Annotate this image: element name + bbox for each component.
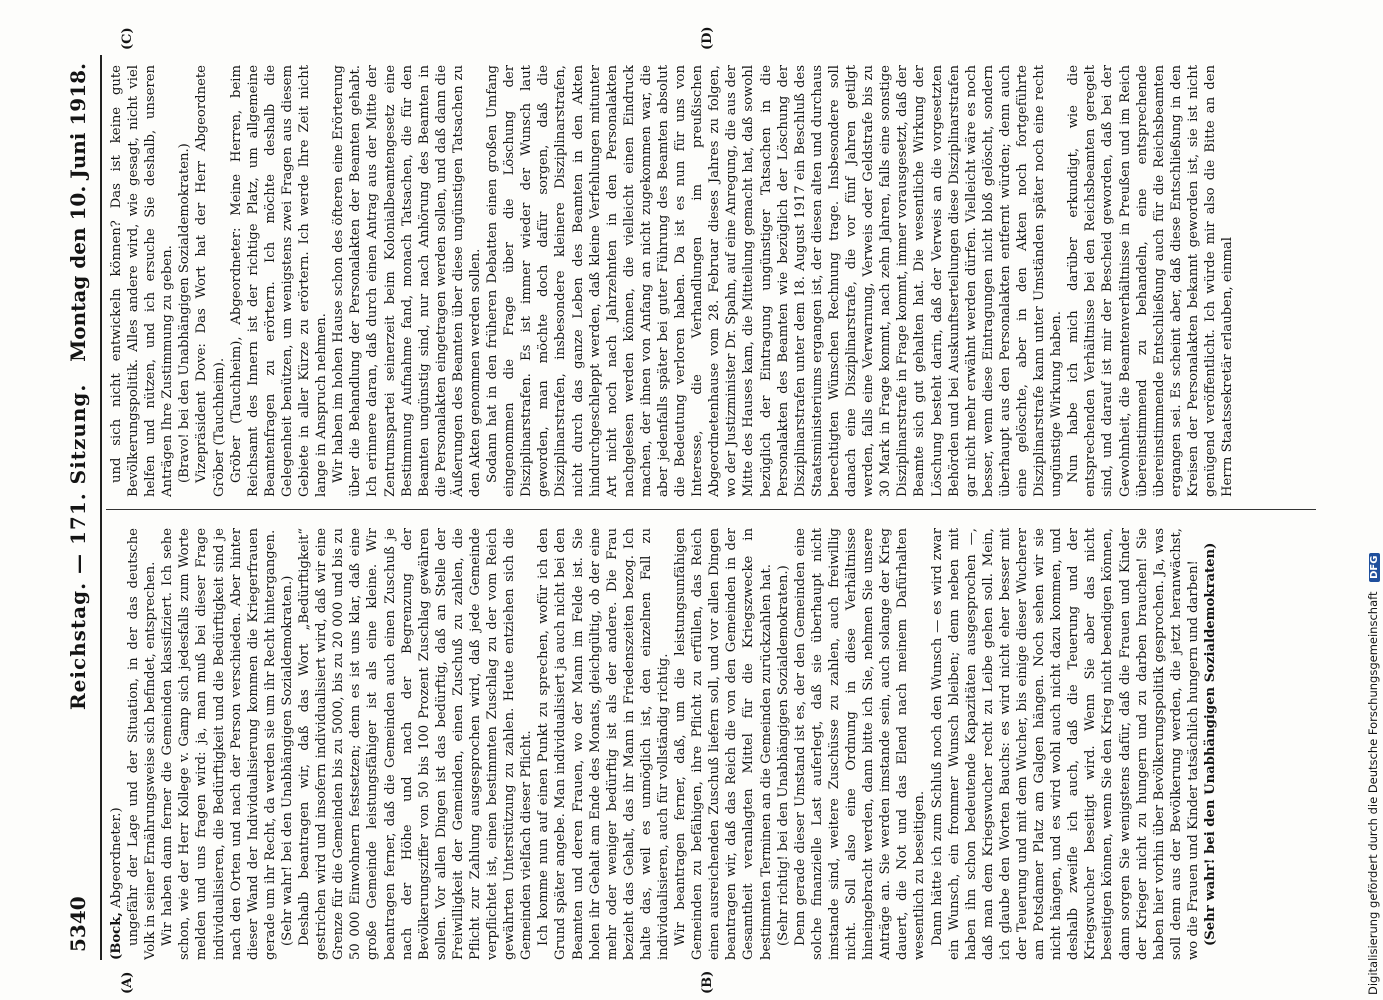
right-paragraph: und sich nicht entwickeln können? Das ist keine gute Bevölkerungspolitik. Alles andere wird, wie gesagt, nicht viel helfen und nützen, und ich ersuche Sie deshalb, unseren Anträgen Ihre Zustimmung zu geben. [109,65,176,497]
left-column [108,528,1318,960]
right-paragraph: Sodann hat in den früheren Debatten einen großen Umfang eingenommen die Frage über die Löschung der Disziplinarstrafen. Es ist immer wieder der Wunsch laut geworden, man möchte doch dafür sorgen, daß die Disziplinarstrafen, insbesondere kleinere Disziplinarstrafen, nicht durch das ganze Leben des Beamten in den Akten hindurchgeschleppt werden, daß kleine Verfehlungen mitunter Art nicht noch nach Jahrzehnten in den Personalakten nachgelesen werden können, die vielleicht einen Eindruck machen, der ihnen von Anfang an nicht zugekommen war, die aber jedenfalls später bei guter Führung des Beamten absolut die Bedeutung verloren haben. Da ist es nun für uns von Interesse, die Verhandlungen im preußischen Abgeordnetenhause vom 28. Februar dieses Jahres zu folgen, wo der Justizminister Dr. Spahn, auf eine Anregung, die aus der Mitte des Hauses kam, die Mitteilung gemacht hat, daß sowohl bezüglich der Eintragung ungünstiger Tatsachen in die Personalakten des Beamten wie bezüglich der Löschung der Disziplinarstrafen unter dem 18. August 1917 ein Beschluß des Staatsministeriums ergangen ist, der diesen alten und durchaus berechtigten Wünschen Rechnung trage. Insbesondere soll danach eine Disziplinarstrafe, die vor fünf Jahren getilgt werden, falls eine Verwarnung, Verweis oder Geldstrafe bis zu 30 Mark in Frage kommt, nach zehn Jahren, falls eine sonstige Disziplinarstrafe in Frage kommt, immer vorausgesetzt, daß der Beamte sich gut gehalten hat. Die wesentliche Wirkung der Löschung besteht darin, daß der Verweis an die vorgesetzten Behörden und bei Auskunftserteilungen diese Disziplinarstrafen gar nicht mehr erwähnt werden dürfen. Vielleicht wäre es noch besser, wenn diese Eintragungen nicht bloß gelöscht, sondern überhaupt aus den Personalakten entfernt würden; denn auch eine gelöschte, aber in den Akten noch fortgeführte Disziplinarstrafe kann unter Umständen später noch eine recht ungünstige Wirkung haben. [485,65,1065,497]
left-paragraph: (Sehr wahr! bei den Unabhängigen Sozialdemokraten) [1203,542,1218,946]
margin-mark-b: (B) [700,970,715,994]
left-paragraph: Deshalb beantragen wir, daß das Wort „Bedürftigkeit“ gestrichen wird und insofern individualisiert wird, daß wir eine Grenze für die Gemeinden bis zu 5000, bis zu 20 000 und bis zu 50 000 Einwohnern festsetzen; denn es ist uns klar, daß eine große Gemeinde leistungsfähiger ist als eine kleine. Wir beantragen ferner, daß die Gemeinden auch einen Zuschuß je nach der Höhe und nach der Begrenzung der Bevölkerungsziffer von 50 bis 100 Prozent Zuschlag gewähren sollen. Vor allen Dingen ist das bedürftig, daß an Stelle der Freiwilligkeit der Gemeinden, einen Zuschuß zu zahlen, die Pflicht zur Zahlung ausgesprochen wird, daß jede Gemeinde verpflichtet ist, einen bestimmten Zuschlag zu der vom Reich gewährten Unterstützung zu zahlen. Heute entziehen sich die Gemeinden vielfach dieser Pflicht. [297,528,535,960]
left-paragraph: Ich komme nun auf einen Punkt zu sprechen, wofür ich den Grund später angebe. Man individualisiert ja auch nicht bei den Beamten und deren Frauen, wo der Mann im Felde ist. Sie holen ihr Gehalt am Ende des Monats, gleichgültig, ob der eine mehr oder weniger bedürftig ist als der andere. Die Frau bezieht das Gehalt, das ihr Mann in Friedenszeiten bezog. Ich halte das, weil es unmöglich ist, den einzelnen Fall zu individualisieren, auch für vollständig richtig. [536,528,671,960]
header-rule [100,55,102,960]
left-paragraph: Denn gerade dieser Umstand ist es, der den Gemeinden eine solche finanzielle Last auferlegt, daß sie überhaupt nicht imstande sind, weitere Zuschüsse zu zahlen, auch freiwillig nicht. Soll also eine Ordnung in diese Verhältnisse hineingebracht werden, dann bitte ich Sie, nehmen Sie unsere Anträge an. Sie werden imstande sein, auch solange der Krieg dauert, die Not und das Elend nach meinem Dafürhalten wesentlich zu beseitigen. [792,528,928,960]
right-paragraph: Vizepräsident Dove: Das Wort hat der Herr Abgeordnete Gröber (Tauchheim). [194,65,227,497]
rotated-print-page [60,26,1340,994]
footer-credit [1366,0,1380,995]
right-paragraph: Gröber (Tauchheim), Abgeordneter: Meine Herren, beim Reichsamt des Innern ist der richtige Platz, um allgemeine Beamtenfragen zu erörtern. Ich möchte deshalb die Gelegenheit benützen, um wenigstens zwei Fragen aus diesem Gebiete in aller Kürze zu erörtern. Ich werde Ihre Zeit nicht lange in Anspruch nehmen. [228,65,330,497]
left-paragraph: (Sehr richtig! bei den Unabhängigen Sozialdemokraten.) [775,565,791,946]
margin-mark-c: (C) [120,27,135,50]
margin-mark-d: (D) [700,26,715,50]
right-paragraph: Wir haben im hohen Hause schon des öfteren eine Erörterung über die Behandlung der Personalakten der Beamten gehabt. Ich erinnere daran, daß durch einen Antrag aus der Mitte der Zentrumspartei seinerzeit beim Kolonialbeamtengesetz eine Bestimmung Aufnahme fand, monach Tatsachen, die für den Beamten ungünstig sind, nur nach Anhörung des Beamten in die Personalakten eingetragen werden sollen, und daß dann die Äußerungen des Beamten über diese ungünstigen Tatsachen zu den Akten genommen werden sollen. [331,65,483,497]
page-number: 5340 [66,896,90,952]
footer-credit-text: Digitalisierung gefördert durch die Deutsche Forschungsgemeinschaft [1366,591,1380,995]
right-column [108,65,1318,497]
left-paragraph: Wir beantragen ferner, daß, um die leistungsunfähigen Gemeinden zu befähigen, ihre Pflicht zu erfüllen, das Reich einen ausreichenden Zuschuß liefern soll, und vor allen Dingen beantragen wir, daß das Reich die von den Gemeinden in der Gesamtheit veranlagten Mittel für die Kriegszwecke in bestimmten Terminen an die Gemeinden zurückzahlen hat. [673,528,774,960]
dfg-logo: DFG [1369,553,1380,582]
page-header [60,55,94,960]
left-paragraph: (Sehr wahr! bei den Unabhängigen Sozialdemokraten.) [279,575,295,946]
speaker-role: Abgeordneter.) [109,807,124,908]
left-paragraph: Wir haben dann ferner die Gemeinden klassifiziert. Ich sehe schon, wie der Herr Kollege v. Gamp sich jedesfalls zum Worte melden und uns fragen wird: ja, man muß bei dieser Frage individualisieren, die Bedürftigkeit und die Bedürftigkeit sind je nach den Orten und nach der Person verschieden. Aber hinter dieser Wand der Individualisierung kommen die Kriegerfrauen gerade um ihr Recht, da werden sie um ihr Recht hintergangen. [160,528,278,960]
speaker-name: (Bock, [109,912,124,960]
session-date: Montag den 10. Juni 1918. [66,63,90,362]
left-paragraph: Dann hätte ich zum Schluß noch den Wunsch — es wird zwar ein Wunsch, ein frommer Wunsch bleiben; denn neben mit haben ihn schon bedeutende Kapazitäten ausgesprochen —, daß man dem Kriegswucher recht zu Leibe gehen soll. Mein, ich glaube den Worten Bauchs: es wird nicht eher besser mit der Teuerung und mit dem Wucher, bis einige dieser Wucherer am Potsdamer Platz am Galgen hängen. Noch sehen wir sie nicht hängen, und es wird wohl auch nicht dazu kommen, und deshalb zweifle ich auch, daß die Teuerung und der Kriegswucher beseitigt wird. Wenn Sie aber das nicht beseitigen können, wenn Sie den Krieg nicht beendigen können, dann sorgen Sie wenigstens dafür, daß die Frauen und Kinder der Krieger nicht zu hungern und zu darben brauchen! Sie haben hier vorhin über Bevölkerungspolitik gesprochen. Ja, was soll denn aus der Bevölkerung werden, die jetzt heranwächst, wo die Frauen und Kinder tatsächlich hungern und darben! [929,528,1201,960]
speaker-line [108,528,125,960]
right-paragraph: Nun habe ich mich darüber erkundigt, wie die entsprechenden Verhältnisse bei den Reichsbeamten geregelt sind, und darauf ist mir der Bescheid geworden, daß bei der Gewohnheit, die Beamtenverhältnisse in Preußen und im Reich übereinstimmend zu behandeln, eine entsprechende übereinstimmende Entschließung auch für die Reichsbeamten ergangen sei. Es scheint aber, daß diese Entschließung in den Kreisen der Personalakten bekannt geworden ist, sie ist nicht genügend veröffentlicht. Ich würde mir also die Bitte an den Herrn Staatssekretär erlauben, einmal [1066,65,1236,497]
right-paragraph: (Bravo! bei den Unabhängigen Sozialdemokraten.) [177,143,193,483]
column-divider [106,509,1316,510]
margin-mark-a: (A) [120,971,135,994]
page-title: Reichstag. — 171. Sitzung. [66,383,90,710]
left-paragraph: ungefähr der Lage und der Situation, in der das deutsche Volk in seiner Ernährungsweise sich befindet, entsprechen. [126,528,159,960]
